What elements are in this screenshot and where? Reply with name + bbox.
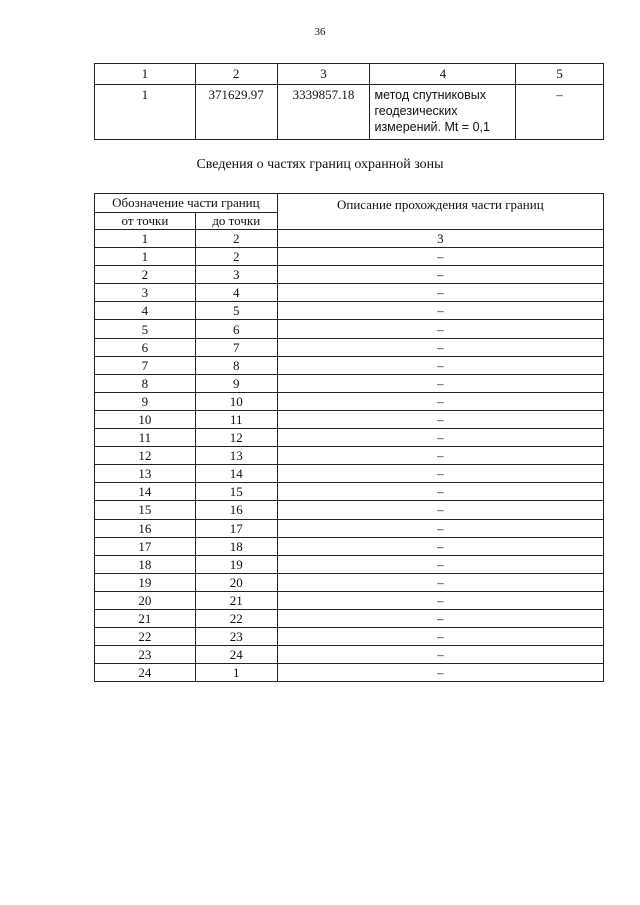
description-cell: – (277, 447, 603, 465)
to-point-cell: 7 (195, 338, 277, 356)
description-cell: – (277, 573, 603, 591)
table-row (95, 609, 604, 627)
to-point-cell: 9 (195, 374, 277, 392)
from-point-cell: 15 (95, 501, 196, 519)
description-cell: – (277, 266, 603, 284)
description-cell: – (277, 646, 603, 664)
coordinates-header-cell: 4 (370, 64, 516, 85)
table-row (95, 501, 604, 519)
from-point-cell: 11 (95, 429, 196, 447)
to-point-cell: 20 (195, 573, 277, 591)
description-cell: – (277, 284, 603, 302)
coordinates-header-cell: 3 (277, 64, 370, 85)
description-cell: – (277, 609, 603, 627)
description-cell: – (277, 302, 603, 320)
description-cell: – (277, 374, 603, 392)
to-point-cell: 5 (195, 302, 277, 320)
table-row (95, 284, 604, 302)
from-point-cell: 17 (95, 537, 196, 555)
description-cell: – (277, 392, 603, 410)
from-point-cell: 23 (95, 646, 196, 664)
to-point-cell: 6 (195, 320, 277, 338)
from-point-cell: 16 (95, 519, 196, 537)
point-number-cell: 1 (95, 85, 196, 140)
table-row (95, 356, 604, 374)
description-cell: – (277, 537, 603, 555)
coordinates-table (94, 63, 604, 140)
coordinates-row (95, 85, 604, 140)
from-point-header: от точки (95, 213, 196, 230)
method-cell (370, 85, 516, 140)
to-point-cell: 16 (195, 501, 277, 519)
table-row (95, 338, 604, 356)
index-cell: 1 (95, 230, 196, 248)
to-point-cell: 17 (195, 519, 277, 537)
to-point-cell: 10 (195, 392, 277, 410)
from-point-cell: 19 (95, 573, 196, 591)
from-point-cell: 2 (95, 266, 196, 284)
table-row (95, 465, 604, 483)
from-point-cell: 8 (95, 374, 196, 392)
page-number: 36 (314, 26, 326, 38)
to-point-cell: 23 (195, 628, 277, 646)
designation-header: Обозначение части границ (95, 194, 278, 213)
description-cell: – (277, 483, 603, 501)
to-point-cell: 2 (195, 248, 277, 266)
description-header: Описание прохождения части границ (277, 194, 603, 230)
table-row (95, 537, 604, 555)
table-row (95, 374, 604, 392)
coordinates-header-cell: 5 (516, 64, 604, 85)
table-row (95, 248, 604, 266)
to-point-cell: 8 (195, 356, 277, 374)
from-point-cell: 9 (95, 392, 196, 410)
table-row (95, 664, 604, 682)
description-cell: – (277, 410, 603, 428)
section-title: Сведения о частях границ охранной зоны (196, 157, 444, 172)
table-row (95, 320, 604, 338)
to-point-cell: 22 (195, 609, 277, 627)
coordinates-header-cell: 1 (95, 64, 196, 85)
description-cell: – (277, 465, 603, 483)
from-point-cell: 7 (95, 356, 196, 374)
table-row (95, 628, 604, 646)
coordinates-header-row (95, 64, 604, 85)
to-point-cell: 14 (195, 465, 277, 483)
description-cell: – (277, 320, 603, 338)
method-line: геодезических (374, 104, 458, 118)
from-point-cell: 1 (95, 248, 196, 266)
to-point-cell: 18 (195, 537, 277, 555)
table-row (95, 519, 604, 537)
table-row (95, 392, 604, 410)
to-point-cell: 11 (195, 410, 277, 428)
to-point-cell: 3 (195, 266, 277, 284)
description-cell: – (277, 628, 603, 646)
from-point-cell: 5 (95, 320, 196, 338)
method-line: метод спутниковых (374, 88, 486, 102)
description-cell: – (277, 519, 603, 537)
description-cell: – (277, 501, 603, 519)
description-cell: – (277, 429, 603, 447)
x-coordinate-cell: 371629.97 (195, 85, 277, 140)
description-cell: – (277, 555, 603, 573)
to-point-header: до точки (195, 213, 277, 230)
to-point-cell: 1 (195, 664, 277, 682)
to-point-cell: 4 (195, 284, 277, 302)
table-row (95, 266, 604, 284)
from-point-cell: 6 (95, 338, 196, 356)
to-point-cell: 13 (195, 447, 277, 465)
table-row (95, 591, 604, 609)
from-point-cell: 13 (95, 465, 196, 483)
method-line: измерений. Mt = 0,1 (374, 120, 490, 134)
table-row (95, 646, 604, 664)
y-coordinate-cell: 3339857.18 (277, 85, 370, 140)
from-point-cell: 14 (95, 483, 196, 501)
to-point-cell: 21 (195, 591, 277, 609)
parts-header-row (95, 194, 604, 213)
to-point-cell: 12 (195, 429, 277, 447)
description-cell: – (277, 338, 603, 356)
to-point-cell: 15 (195, 483, 277, 501)
table-row (95, 555, 604, 573)
table-row (95, 483, 604, 501)
coordinates-header-cell: 2 (195, 64, 277, 85)
boundary-parts-table (94, 193, 604, 682)
description-cell: – (277, 591, 603, 609)
table-row (95, 410, 604, 428)
from-point-cell: 24 (95, 664, 196, 682)
index-cell: 2 (195, 230, 277, 248)
description-cell: – (277, 664, 603, 682)
from-point-cell: 20 (95, 591, 196, 609)
parts-index-row (95, 230, 604, 248)
table-row (95, 573, 604, 591)
description-cell: – (516, 85, 604, 140)
from-point-cell: 3 (95, 284, 196, 302)
from-point-cell: 12 (95, 447, 196, 465)
from-point-cell: 10 (95, 410, 196, 428)
table-row (95, 447, 604, 465)
table-row (95, 429, 604, 447)
from-point-cell: 22 (95, 628, 196, 646)
from-point-cell: 4 (95, 302, 196, 320)
from-point-cell: 18 (95, 555, 196, 573)
table-row (95, 302, 604, 320)
index-cell: 3 (277, 230, 603, 248)
from-point-cell: 21 (95, 609, 196, 627)
description-cell: – (277, 248, 603, 266)
to-point-cell: 19 (195, 555, 277, 573)
to-point-cell: 24 (195, 646, 277, 664)
description-cell: – (277, 356, 603, 374)
